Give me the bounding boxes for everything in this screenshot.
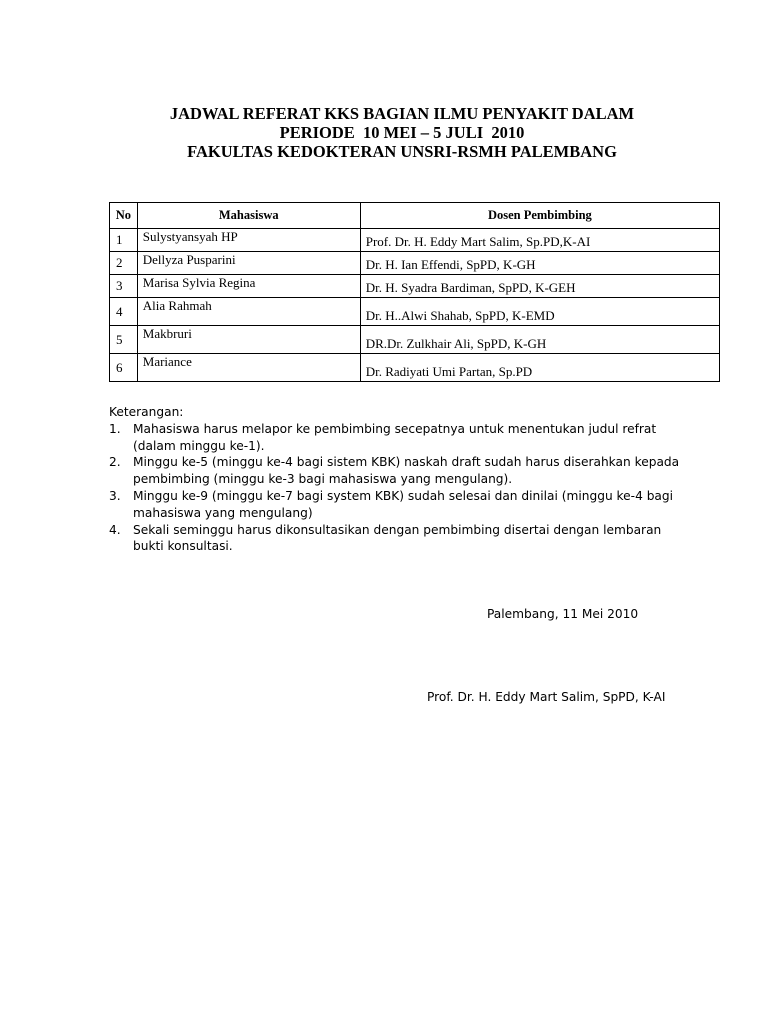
row-dosen: Dr. H. Syadra Bardiman, SpPD, K-GEH bbox=[360, 275, 719, 298]
title-line-2: PERIODE 10 MEI – 5 JULI 2010 bbox=[279, 123, 525, 142]
row-no: 3 bbox=[110, 275, 138, 298]
row-dosen: Prof. Dr. H. Eddy Mart Salim, Sp.PD,K-AI bbox=[360, 229, 719, 252]
title-line-3: FAKULTAS KEDOKTERAN UNSRI-RSMH PALEMBANG bbox=[187, 142, 617, 161]
table-row bbox=[110, 275, 720, 298]
table-row bbox=[110, 298, 720, 326]
notes-list bbox=[109, 421, 709, 555]
list-item bbox=[109, 454, 709, 488]
place-date: Palembang, 11 Mei 2010 bbox=[487, 607, 639, 621]
row-mahasiswa: Mariance bbox=[137, 354, 360, 382]
note-number: 3. bbox=[109, 488, 121, 503]
note-number: 2. bbox=[109, 455, 121, 470]
note-line: pembimbing (minggu ke-3 bagi mahasiswa yang mengulang). bbox=[133, 472, 513, 487]
row-mahasiswa: Dellyza Pusparini bbox=[137, 252, 360, 275]
row-dosen: Dr. H. Ian Effendi, SpPD, K-GH bbox=[360, 252, 719, 275]
table-row bbox=[110, 326, 720, 354]
schedule-table bbox=[109, 202, 720, 382]
row-mahasiswa: Sulystyansyah HP bbox=[137, 229, 360, 252]
row-no: 2 bbox=[110, 252, 138, 275]
note-number: 4. bbox=[109, 522, 121, 537]
list-item bbox=[109, 488, 709, 522]
row-mahasiswa: Makbruri bbox=[137, 326, 360, 354]
notes-heading: Keterangan: bbox=[109, 405, 184, 419]
row-mahasiswa: Marisa Sylvia Regina bbox=[137, 275, 360, 298]
header-mahasiswa: Mahasiswa bbox=[137, 203, 360, 229]
note-line: Mahasiswa harus melapor ke pembimbing secepatnya untuk menentukan judul refrat bbox=[133, 421, 657, 436]
title-line-1: JADWAL REFERAT KKS BAGIAN ILMU PENYAKIT DALAM bbox=[169, 104, 635, 123]
table-row bbox=[110, 229, 720, 252]
table-header-row bbox=[110, 203, 720, 229]
row-no: 6 bbox=[110, 354, 138, 382]
row-dosen: DR.Dr. Zulkhair Ali, SpPD, K-GH bbox=[360, 326, 719, 354]
row-dosen: Dr. H..Alwi Shahab, SpPD, K-EMD bbox=[360, 298, 719, 326]
document-title bbox=[0, 104, 768, 161]
header-dosen: Dosen Pembimbing bbox=[360, 203, 719, 229]
row-mahasiswa: Alia Rahmah bbox=[137, 298, 360, 326]
signer-name: Prof. Dr. H. Eddy Mart Salim, SpPD, K-AI bbox=[427, 690, 666, 704]
header-no: No bbox=[110, 203, 138, 229]
note-line: Minggu ke-9 (minggu ke-7 bagi system KBK) sudah selesai dan dinilai (minggu ke-4 bagi bbox=[133, 488, 674, 503]
note-line: Minggu ke-5 (minggu ke-4 bagi sistem KBK) naskah draft sudah harus diserahkan kepada bbox=[133, 455, 680, 470]
note-line: (dalam minggu ke-1). bbox=[133, 438, 265, 453]
list-item bbox=[109, 522, 709, 556]
row-no: 4 bbox=[110, 298, 138, 326]
note-line: Sekali seminggu harus dikonsultasikan dengan pembimbing disertai dengan lembaran bbox=[133, 522, 662, 537]
row-dosen: Dr. Radiyati Umi Partan, Sp.PD bbox=[360, 354, 719, 382]
notes-section bbox=[109, 404, 709, 555]
note-line: mahasiswa yang mengulang) bbox=[133, 505, 313, 520]
list-item bbox=[109, 421, 709, 455]
row-no: 5 bbox=[110, 326, 138, 354]
table-row bbox=[110, 252, 720, 275]
row-no: 1 bbox=[110, 229, 138, 252]
table-row bbox=[110, 354, 720, 382]
note-line: bukti konsultasi. bbox=[133, 539, 233, 554]
note-number: 1. bbox=[109, 421, 121, 436]
